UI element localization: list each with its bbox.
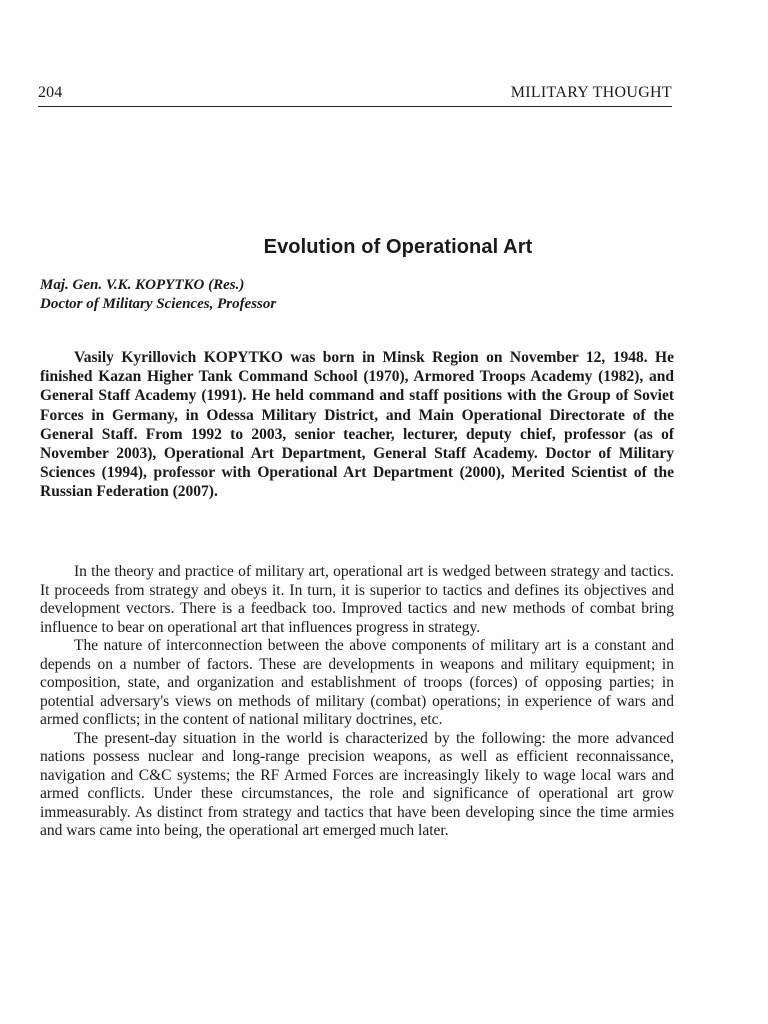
author-credentials: Doctor of Military Sciences, Professor bbox=[40, 296, 277, 312]
body-paragraph: The present-day situation in the world is characterized by the following: the more advanced nations possess nuclear and long-range precision weapons, as well as efficient reconnaissance, navigation and C&C systems; the RF Armed Forces are increasingly likely to wage local wars and armed conflicts. Under these circumstances, the role and significance of operational art grow immeasurably. As distinct from strategy and tactics that have been developing since the time armies and wars came into being, the operational art emerged much later. bbox=[40, 729, 674, 839]
article-title: Evolution of Operational Art bbox=[263, 236, 533, 258]
author-bio: Vasily Kyrillovich KOPYTKO was born in Minsk Region on November 12, 1948. He finished Kazan Higher Tank Command School (1970), Armored Troops Academy (1982), and General Staff Academy (1991). He held command and staff positions with the Group of Soviet Forces in Germany, in Odessa Military District, and Main Operational Directorate of the General Staff. From 1992 to 2003, senior teacher, lecturer, deputy chief, professor (as of November 2003), Operational Art Department, General Staff Academy. Doctor of Military Sciences (1994), professor with Operational Art Department (2000), Merited Scientist of the Russian Federation (2007). bbox=[40, 349, 674, 501]
author-name: Maj. Gen. V.K. KOPYTKO (Res.) bbox=[40, 277, 245, 293]
running-header bbox=[38, 82, 672, 107]
author-byline bbox=[40, 276, 276, 314]
journal-title: MILITARY THOUGHT bbox=[510, 84, 672, 101]
page-number: 204 bbox=[38, 84, 63, 101]
body-paragraph: The nature of interconnection between the above components of military art is a constant and depends on a number of factors. These are developments in weapons and military equipment; in composition, state, and organization and establishment of troops (forces) of opposing parties; in potential adversary's views on methods of military (combat) operations; in experience of wars and armed conflicts; in the content of national military doctrines, etc. bbox=[40, 637, 674, 728]
body-paragraph: In the theory and practice of military art, operational art is wedged between strategy and tactics. It proceeds from strategy and obeys it. In turn, it is superior to tactics and defines its objectives and development vectors. There is a feedback too. Improved tactics and new methods of combat bring influence to bear on operational art that influences progress in strategy. bbox=[40, 563, 674, 636]
article-body bbox=[40, 563, 674, 841]
